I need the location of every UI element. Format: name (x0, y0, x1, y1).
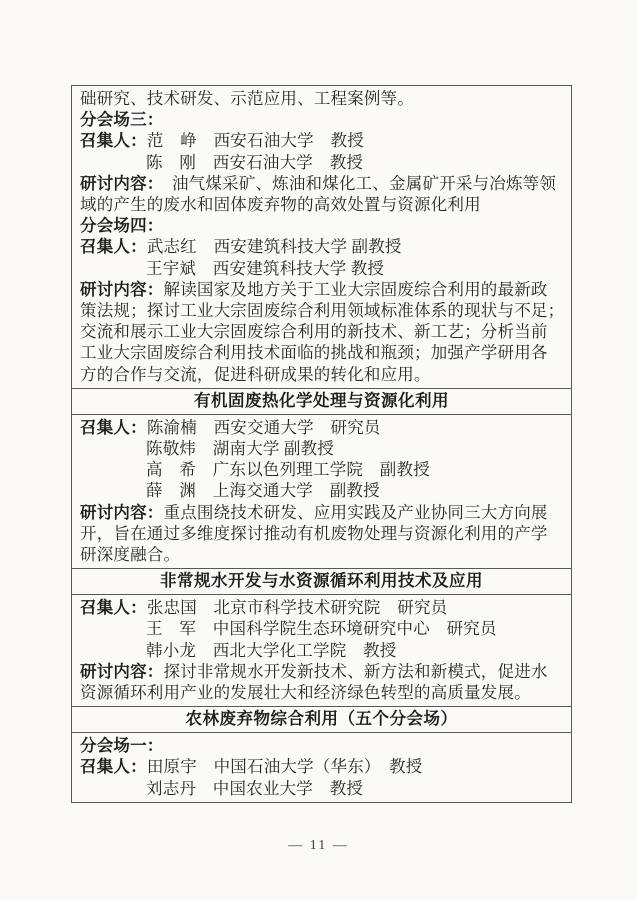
line-text: 交流和展示工业大宗固废综合利用的新技术、新工艺；分析当前 (80, 322, 548, 342)
section-header (72, 706, 571, 733)
text-line (80, 502, 563, 523)
page-number: — 11 — (288, 838, 349, 853)
text-line (80, 661, 563, 682)
content-table (71, 85, 572, 803)
line-text: 范 峥 西安石油大学 教授 (146, 131, 364, 151)
text-line (80, 597, 563, 618)
line-label: 研讨内容： (80, 173, 156, 193)
line-text: 研深度融合。 (80, 545, 181, 565)
line-label: 研讨内容： (80, 661, 164, 681)
section-title: 非常规水开发与水资源循环利用技术及应用 (160, 571, 483, 591)
section-body (72, 86, 571, 388)
line-text: 方的合作与交流，促进科研成果的转化和应用。 (80, 364, 431, 384)
text-line (80, 194, 563, 215)
line-label: 分会场一： (80, 736, 164, 756)
text-line (80, 735, 563, 756)
text-line (80, 109, 563, 130)
text-line (80, 544, 563, 565)
line-text: 策法规；探讨工业大宗固废综合利用领域标准体系的现状与不足； (80, 301, 565, 321)
line-label: 召集人： (80, 598, 147, 618)
line-text: 重点围绕技术研发、应用实践及产业协同三大方向展 (163, 502, 548, 522)
line-text: 油气煤采矿、炼油和煤化工、金属矿开采与冶炼等领 (155, 173, 557, 193)
line-label: 研讨内容： (80, 502, 164, 522)
line-text: 资源循环利用产业的发展壮大和经济绿色转型的高质量发展。 (80, 683, 531, 703)
line-text: 工业大宗固废综合利用技术面临的挑战和瓶颈；加强产学研用各 (80, 343, 548, 363)
line-text: 武志红 西安建筑科技大学 副教授 (146, 237, 402, 257)
line-text: 韩小龙 西北大学化工学院 教授 (146, 640, 397, 660)
text-line (146, 640, 563, 661)
text-line (80, 173, 563, 194)
text-line (80, 682, 563, 703)
text-line (80, 300, 563, 321)
text-line (80, 364, 563, 385)
line-text: 探讨非常规水开发新技术、新方法和新模式，促进水 (163, 661, 548, 681)
section-body (72, 415, 571, 568)
line-text: 陈渝楠 西安交通大学 研究员 (146, 417, 381, 437)
line-label: 召集人： (80, 237, 147, 257)
line-text: 解读国家及地方关于工业大宗固废综合利用的最新政 (163, 279, 548, 299)
text-line (80, 523, 563, 544)
text-line (146, 152, 563, 173)
section-body (72, 733, 571, 802)
section-title: 农林废弃物综合利用（五个分会场） (185, 709, 458, 729)
line-label: 召集人： (80, 131, 147, 151)
section-title: 有机固废热化学处理与资源化利用 (194, 390, 449, 410)
line-label: 研讨内容： (80, 279, 164, 299)
line-text: 陈 刚 西安石油大学 教授 (146, 152, 364, 172)
text-line (146, 459, 563, 480)
line-text: 高 希 广东以色列理工学院 副教授 (146, 460, 430, 480)
line-text: 薛 渊 上海交通大学 副教授 (146, 481, 380, 501)
line-label: 分会场三： (80, 110, 164, 130)
line-text: 王 军 中国科学院生态环境研究中心 研究员 (146, 619, 497, 639)
text-line (146, 618, 563, 639)
line-text: 田原宇 中国石油大学（华东） 教授 (146, 757, 423, 777)
line-label: 召集人： (80, 417, 147, 437)
text-line (146, 778, 563, 799)
line-text: 陈敬炜 湖南大学 副教授 (146, 439, 335, 459)
section-header (72, 568, 571, 595)
section-header (72, 388, 571, 415)
line-text: 王宇斌 西安建筑科技大学 教授 (146, 258, 385, 278)
line-text: 刘志丹 中国农业大学 教授 (146, 778, 364, 798)
text-line (80, 756, 563, 777)
text-line (146, 258, 563, 279)
text-line (80, 215, 563, 236)
line-label: 分会场四： (80, 216, 164, 236)
text-line (80, 130, 563, 151)
text-line (80, 342, 563, 363)
text-line (80, 88, 563, 109)
text-line (80, 236, 563, 257)
text-line (80, 279, 563, 300)
line-label: 召集人： (80, 757, 147, 777)
line-text: 域的产生的废水和固体废弃物的高效处置与资源化利用 (80, 195, 481, 215)
text-line (146, 480, 563, 501)
line-text: 张忠国 北京市科学技术研究院 研究员 (146, 598, 448, 618)
line-text: 开，旨在通过多维度探讨推动有机废物处理与资源化利用的产学 (80, 523, 548, 543)
section-body (72, 595, 571, 706)
text-line (80, 417, 563, 438)
text-line (80, 321, 563, 342)
line-text: 础研究、技术研发、示范应用、工程案例等。 (80, 89, 414, 108)
text-line (146, 438, 563, 459)
